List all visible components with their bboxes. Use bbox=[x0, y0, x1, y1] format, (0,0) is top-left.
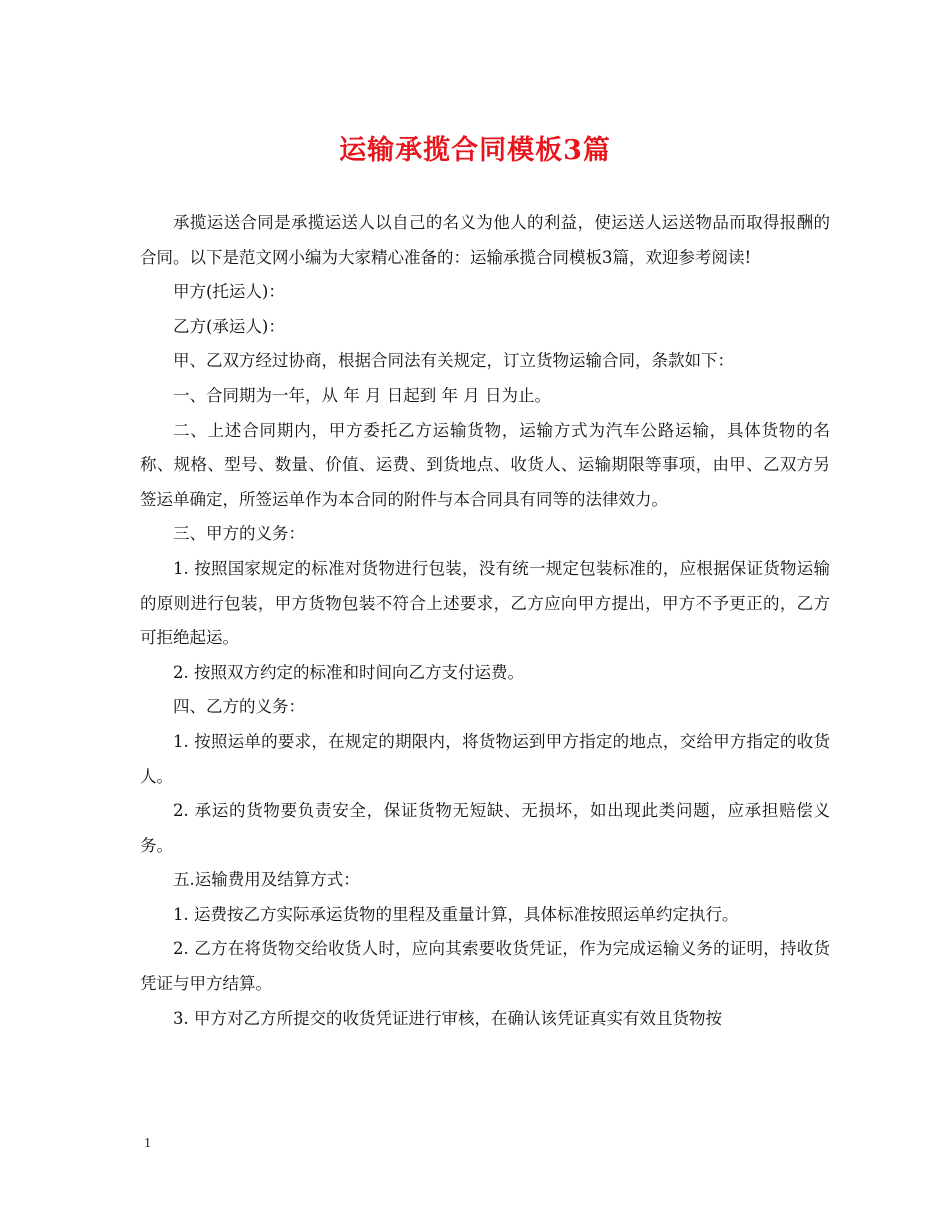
paragraph-section-4-heading: 四、乙方的义务： bbox=[173, 697, 305, 717]
paragraph-section-5-item-3: 3. 甲方对乙方所提交的收货凭证进行审核，在确认该凭证真实有效且货物按 bbox=[173, 1008, 722, 1028]
page-number: 1 bbox=[144, 1136, 151, 1151]
paragraph-section-5-heading: 五.运输费用及结算方式： bbox=[173, 870, 360, 890]
paragraph-section-5-item-1: 1. 运费按乙方实际承运货物的里程及重量计算，具体标准按照运单约定执行。 bbox=[173, 904, 739, 924]
paragraph-clause-1: 一、合同期为一年，从 年 月 日起到 年 月 日为止。 bbox=[173, 385, 551, 405]
paragraph-section-4-item-2: 2. 承运的货物要负责安全，保证货物无短缺、无损坏，如出现此类问题，应承担赔偿义务。 bbox=[140, 801, 830, 855]
document-body bbox=[140, 206, 830, 1036]
paragraph-agreement: 甲、乙双方经过协商，根据合同法有关规定，订立货物运输合同，条款如下： bbox=[173, 351, 734, 371]
paragraph-section-3-item-2: 2. 按照双方约定的标准和时间向乙方支付运费。 bbox=[173, 662, 524, 682]
paragraph-section-4-item-1: 1. 按照运单的要求，在规定的期限内，将货物运到甲方指定的地点，交给甲方指定的收货人。 bbox=[140, 731, 830, 786]
paragraph-party-a: 甲方(托运人)： bbox=[173, 282, 285, 302]
paragraph-intro: 承揽运送合同是承揽运送人以自己的名义为他人的利益，使运送人运送物品而取得报酬的合同。以下是范文网小编为大家精心准备的：运输承揽合同模板3篇，欢迎参考阅读! bbox=[140, 213, 830, 267]
paragraph-clause-2: 二、上述合同期内，甲方委托乙方运输货物，运输方式为汽车公路运输，具体货物的名称、规格、型号、数量、价值、运费、到货地点、收货人、运输期限等事项，由甲、乙双方另签运单确定，所签运单作为本合同的附件与本合同具有同等的法律效力。 bbox=[140, 420, 830, 509]
paragraph-section-3-heading: 三、甲方的义务： bbox=[173, 524, 305, 544]
paragraph-section-3-item-1: 1. 按照国家规定的标准对货物进行包装，没有统一规定包装标准的，应根据保证货物运输的原则进行包装，甲方货物包装不符合上述要求，乙方应向甲方提出，甲方不予更正的，乙方可拒绝起运。 bbox=[140, 558, 830, 648]
paragraph-section-5-item-2: 2. 乙方在将货物交给收货人时，应向其索要收货凭证，作为完成运输义务的证明，持收货凭证与甲方结算。 bbox=[140, 939, 830, 994]
document-title: 运输承揽合同模板3篇 bbox=[339, 135, 611, 166]
paragraph-party-b: 乙方(承运人)： bbox=[173, 316, 285, 336]
